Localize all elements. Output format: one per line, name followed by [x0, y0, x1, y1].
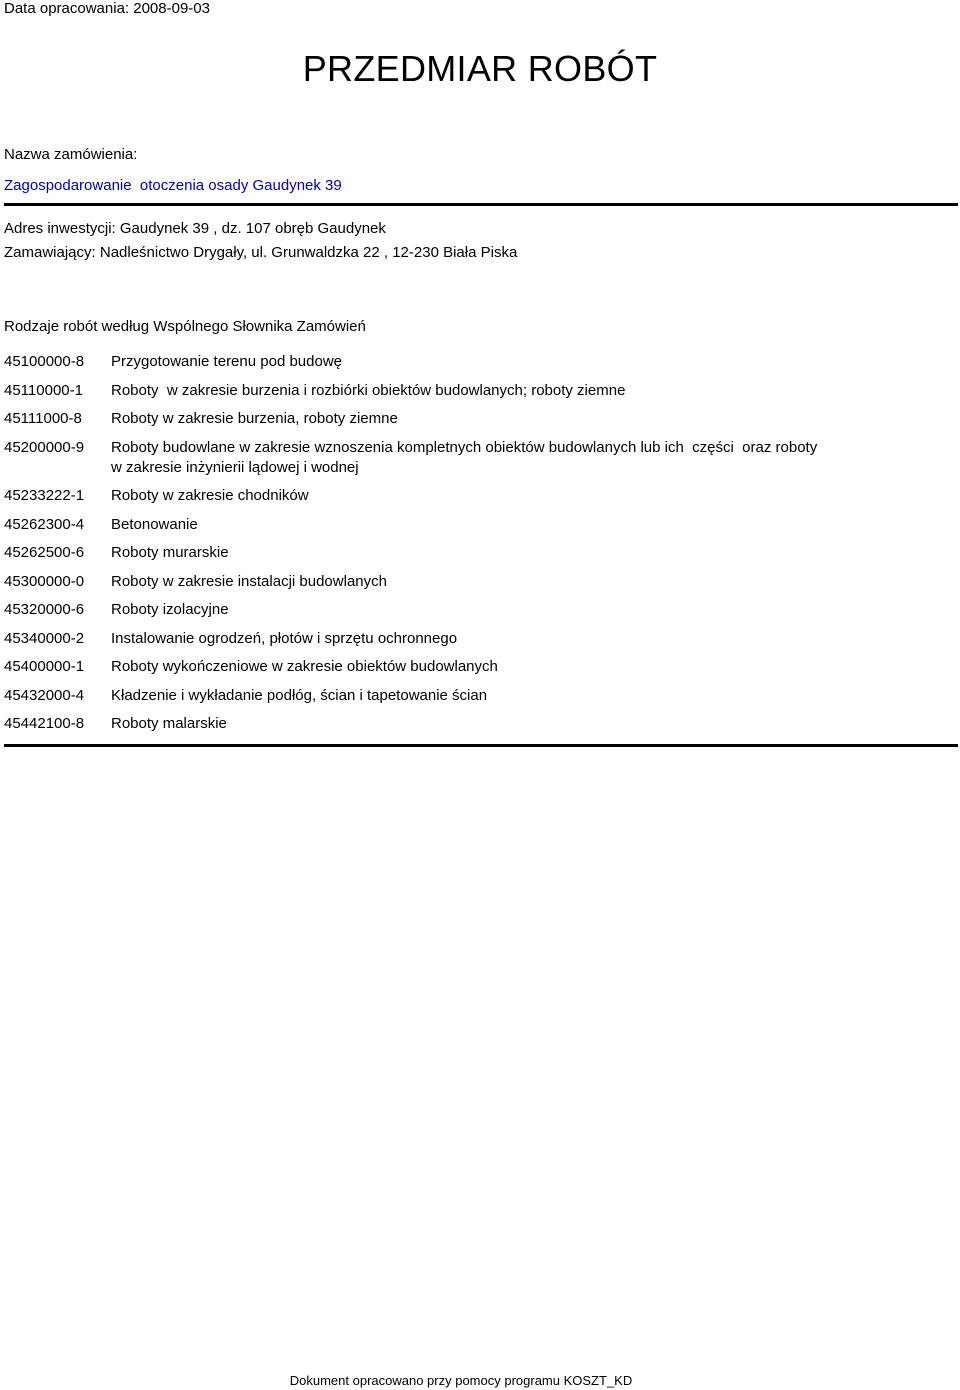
cpv-code: 45110000-1	[4, 381, 83, 399]
cpv-code: 45320000-6	[4, 601, 85, 618]
cpv-row	[4, 714, 954, 734]
cpv-description: Kładzenie i wykładanie podłóg, ścian i tapetowanie ścian	[111, 686, 488, 704]
cpv-row	[4, 686, 954, 706]
cpv-code: 45100000-8	[4, 353, 85, 370]
cpv-description: Roboty w zakresie chodników	[111, 487, 309, 504]
cpv-code: 45111000-8	[4, 410, 82, 427]
ordering-party: Zamawiający: Nadleśnictwo Drygały, ul. Grunwaldzka 22 , 12-230 Biała Piska	[4, 244, 518, 261]
cpv-row	[4, 381, 954, 401]
cpv-description: Roboty w zakresie burzenia, roboty ziemne	[111, 410, 398, 427]
footer-note: Dokument opracowano przy pomocy programu KOSZT_KD	[289, 1373, 633, 1388]
cpv-code: 45262300-4	[4, 515, 85, 533]
cpv-description: Roboty murarskie	[111, 544, 229, 561]
order-name-label: Nazwa zamówienia:	[4, 146, 138, 163]
cpv-description: Roboty wykończeniowe w zakresie obiektów budowlanych	[111, 658, 498, 675]
cpv-code: 45262500-6	[4, 544, 85, 561]
cpv-description: Roboty w zakresie burzenia i rozbiórki obiektów budowlanych; roboty ziemne	[111, 381, 626, 399]
cpv-code: 45442100-8	[4, 715, 85, 732]
cpv-code: 45432000-4	[4, 686, 85, 704]
cpv-code: 45340000-2	[4, 629, 85, 647]
cpv-code: 45400000-1	[4, 658, 85, 675]
cpv-row	[4, 572, 954, 592]
cpv-row	[4, 486, 954, 506]
cpv-row	[4, 657, 954, 677]
page-title: PRZEDMIAR ROBÓT	[302, 48, 658, 89]
cpv-section-header: Rodzaje robót według Wspólnego Słownika Zamówień	[4, 318, 366, 335]
investment-address: Adres inwestycji: Gaudynek 39 , dz. 107 obręb Gaudynek	[4, 220, 386, 237]
cpv-description: Roboty budowlane w zakresie wznoszenia kompletnych obiektów budowlanych lub ich części oraz roboty w zakresie inżynierii lądowej i wodnej	[111, 438, 818, 476]
cpv-description: Instalowanie ogrodzeń, płotów i sprzętu ochronnego	[111, 629, 458, 647]
preparation-date: Data opracowania: 2008-09-03	[4, 0, 210, 17]
cpv-row	[4, 629, 954, 649]
cpv-code: 45233222-1	[4, 487, 85, 504]
cpv-description: Roboty izolacyjne	[111, 601, 229, 618]
cpv-row	[4, 515, 954, 535]
cpv-code: 45200000-9	[4, 438, 85, 456]
bottom-divider	[4, 744, 958, 747]
cpv-list	[4, 352, 954, 743]
cpv-description: Przygotowanie terenu pod budowę	[111, 353, 342, 370]
cpv-description: Roboty malarskie	[111, 715, 227, 732]
cpv-row	[4, 409, 954, 429]
order-name-value: Zagospodarowanie otoczenia osady Gaudynek 39	[4, 177, 342, 194]
cpv-row	[4, 438, 954, 478]
cpv-row	[4, 352, 954, 372]
top-divider	[4, 203, 958, 206]
cpv-description: Roboty w zakresie instalacji budowlanych	[111, 572, 387, 590]
cpv-description: Betonowanie	[111, 515, 198, 533]
cpv-row	[4, 543, 954, 563]
cpv-row	[4, 600, 954, 620]
cpv-code: 45300000-0	[4, 572, 85, 590]
